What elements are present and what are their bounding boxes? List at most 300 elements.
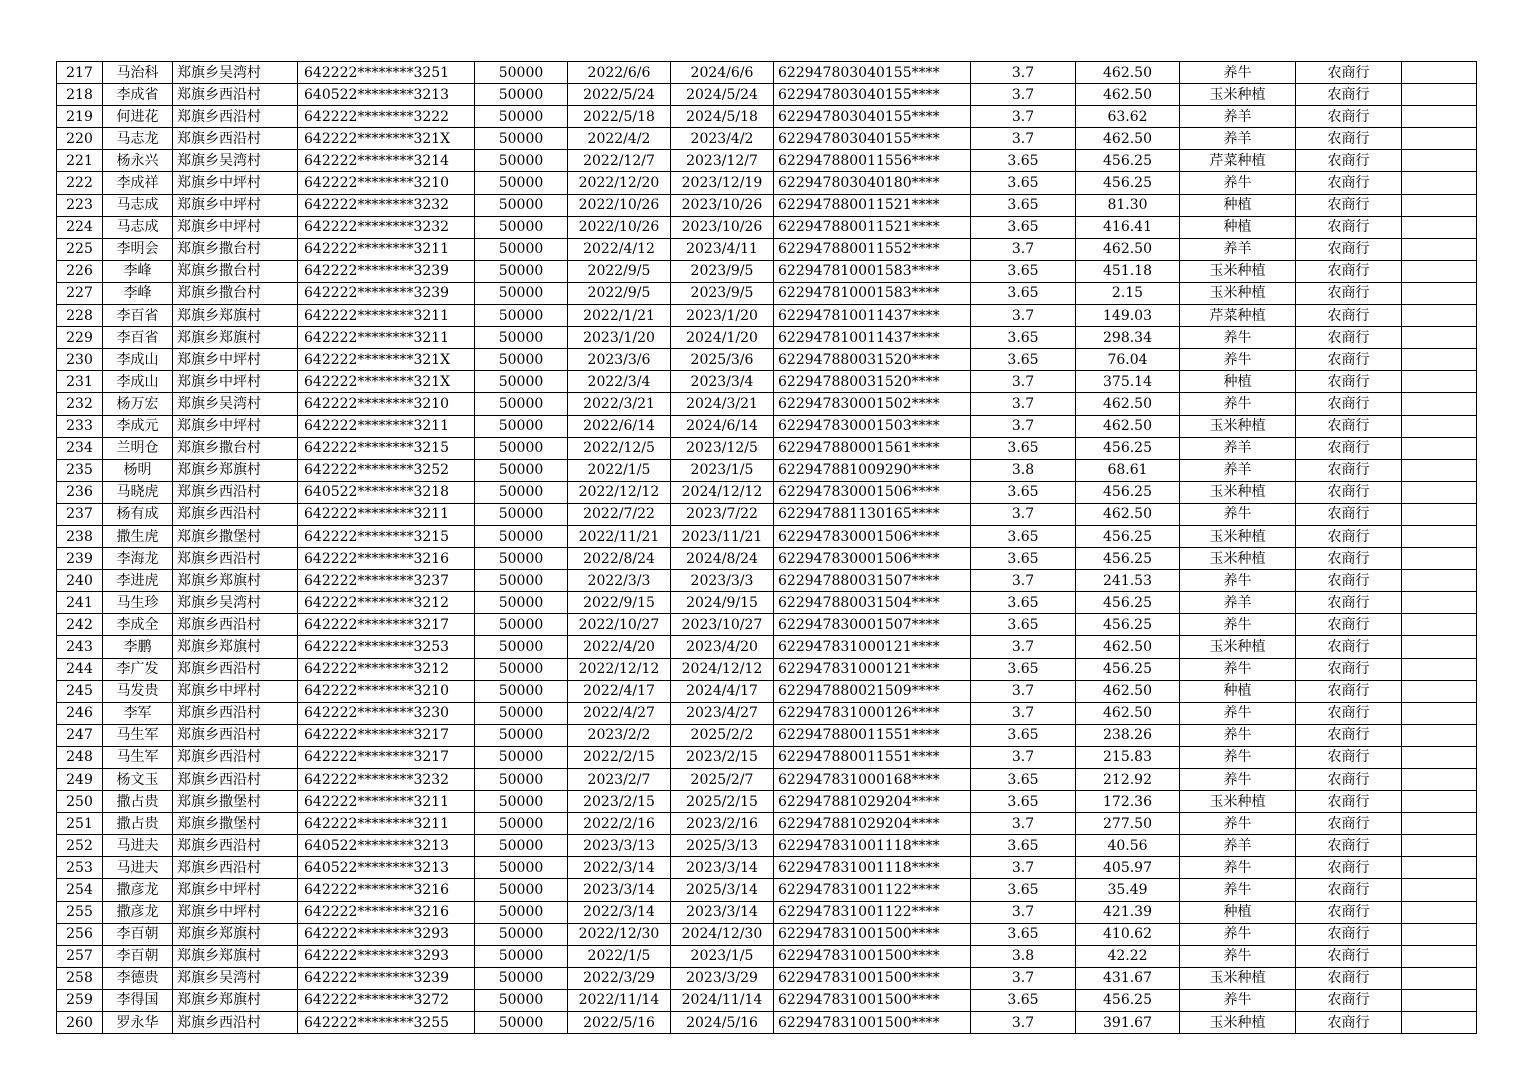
- account-number-cell: 622947831001500****: [774, 1012, 971, 1034]
- bank-cell: 农商行: [1296, 857, 1402, 879]
- interest-rate-cell: 3.7: [971, 503, 1076, 525]
- loan-purpose-cell: 养牛: [1180, 349, 1296, 371]
- id-number-cell: 642222********3293: [298, 923, 475, 945]
- id-number-cell: 642222********3210: [298, 172, 475, 194]
- borrower-name-cell: 李军: [103, 702, 173, 724]
- start-date-cell: 2022/12/20: [568, 172, 671, 194]
- row-number-cell: 246: [57, 702, 103, 724]
- interest-amount-cell: 42.22: [1076, 945, 1180, 967]
- table-row: [57, 548, 1477, 570]
- interest-amount-cell: 410.62: [1076, 923, 1180, 945]
- bank-cell: 农商行: [1296, 128, 1402, 150]
- remark-cell: [1402, 128, 1477, 150]
- borrower-name-cell: 李成元: [103, 415, 173, 437]
- bank-cell: 农商行: [1296, 592, 1402, 614]
- village-cell: 郑旗乡中坪村: [173, 415, 298, 437]
- borrower-name-cell: 马志成: [103, 216, 173, 238]
- bank-cell: 农商行: [1296, 503, 1402, 525]
- end-date-cell: 2023/9/5: [671, 282, 774, 304]
- start-date-cell: 2022/5/18: [568, 106, 671, 128]
- account-number-cell: 622947830001506****: [774, 481, 971, 503]
- remark-cell: [1402, 901, 1477, 923]
- loan-amount-cell: 50000: [475, 106, 568, 128]
- account-number-cell: 622947810001583****: [774, 282, 971, 304]
- village-cell: 郑旗乡中坪村: [173, 901, 298, 923]
- interest-rate-cell: 3.7: [971, 62, 1076, 84]
- start-date-cell: 2022/1/21: [568, 305, 671, 327]
- end-date-cell: 2023/12/7: [671, 150, 774, 172]
- bank-cell: 农商行: [1296, 481, 1402, 503]
- bank-cell: 农商行: [1296, 415, 1402, 437]
- id-number-cell: 642222********3211: [298, 305, 475, 327]
- interest-rate-cell: 3.65: [971, 592, 1076, 614]
- end-date-cell: 2024/6/14: [671, 415, 774, 437]
- interest-rate-cell: 3.65: [971, 724, 1076, 746]
- start-date-cell: 2023/3/6: [568, 349, 671, 371]
- interest-rate-cell: 3.65: [971, 769, 1076, 791]
- loan-purpose-cell: 养羊: [1180, 437, 1296, 459]
- start-date-cell: 2022/3/4: [568, 371, 671, 393]
- village-cell: 郑旗乡西沿村: [173, 128, 298, 150]
- row-number-cell: 255: [57, 901, 103, 923]
- remark-cell: [1402, 769, 1477, 791]
- account-number-cell: 622947881130165****: [774, 503, 971, 525]
- loan-purpose-cell: 养牛: [1180, 945, 1296, 967]
- bank-cell: 农商行: [1296, 879, 1402, 901]
- account-number-cell: 622947831000121****: [774, 658, 971, 680]
- row-number-cell: 227: [57, 282, 103, 304]
- remark-cell: [1402, 945, 1477, 967]
- borrower-name-cell: 李成山: [103, 371, 173, 393]
- row-number-cell: 228: [57, 305, 103, 327]
- start-date-cell: 2022/12/7: [568, 150, 671, 172]
- end-date-cell: 2024/12/12: [671, 481, 774, 503]
- interest-rate-cell: 3.65: [971, 216, 1076, 238]
- interest-rate-cell: 3.8: [971, 459, 1076, 481]
- account-number-cell: 622947880011521****: [774, 216, 971, 238]
- id-number-cell: 642222********3211: [298, 415, 475, 437]
- loan-amount-cell: 50000: [475, 989, 568, 1011]
- start-date-cell: 2022/12/5: [568, 437, 671, 459]
- id-number-cell: 640522********3218: [298, 481, 475, 503]
- end-date-cell: 2024/5/16: [671, 1012, 774, 1034]
- start-date-cell: 2023/2/15: [568, 791, 671, 813]
- remark-cell: [1402, 525, 1477, 547]
- table-row: [57, 636, 1477, 658]
- end-date-cell: 2024/12/12: [671, 658, 774, 680]
- table-row: [57, 967, 1477, 989]
- village-cell: 郑旗乡西沿村: [173, 835, 298, 857]
- end-date-cell: 2025/3/13: [671, 835, 774, 857]
- bank-cell: 农商行: [1296, 769, 1402, 791]
- id-number-cell: 642222********3215: [298, 525, 475, 547]
- village-cell: 郑旗乡西沿村: [173, 481, 298, 503]
- borrower-name-cell: 李百朝: [103, 923, 173, 945]
- borrower-name-cell: 李德贵: [103, 967, 173, 989]
- bank-cell: 农商行: [1296, 570, 1402, 592]
- borrower-name-cell: 李百省: [103, 305, 173, 327]
- end-date-cell: 2023/3/4: [671, 371, 774, 393]
- village-cell: 郑旗乡撒台村: [173, 282, 298, 304]
- interest-rate-cell: 3.65: [971, 923, 1076, 945]
- account-number-cell: 622947880021509****: [774, 680, 971, 702]
- row-number-cell: 256: [57, 923, 103, 945]
- bank-cell: 农商行: [1296, 62, 1402, 84]
- account-number-cell: 622947810011437****: [774, 305, 971, 327]
- account-number-cell: 622947830001506****: [774, 525, 971, 547]
- id-number-cell: 642222********3216: [298, 901, 475, 923]
- remark-cell: [1402, 835, 1477, 857]
- row-number-cell: 218: [57, 84, 103, 106]
- interest-rate-cell: 3.65: [971, 260, 1076, 282]
- start-date-cell: 2023/2/7: [568, 769, 671, 791]
- interest-rate-cell: 3.65: [971, 150, 1076, 172]
- interest-rate-cell: 3.7: [971, 746, 1076, 768]
- id-number-cell: 642222********3239: [298, 967, 475, 989]
- interest-amount-cell: 456.25: [1076, 592, 1180, 614]
- table-row: [57, 172, 1477, 194]
- table-row: [57, 923, 1477, 945]
- id-number-cell: 642222********321X: [298, 349, 475, 371]
- interest-amount-cell: 456.25: [1076, 614, 1180, 636]
- table-row: [57, 879, 1477, 901]
- village-cell: 郑旗乡中坪村: [173, 680, 298, 702]
- interest-amount-cell: 277.50: [1076, 813, 1180, 835]
- loan-purpose-cell: 玉米种植: [1180, 260, 1296, 282]
- table-row: [57, 702, 1477, 724]
- remark-cell: [1402, 349, 1477, 371]
- borrower-name-cell: 撒彦龙: [103, 901, 173, 923]
- row-number-cell: 220: [57, 128, 103, 150]
- end-date-cell: 2023/3/29: [671, 967, 774, 989]
- borrower-name-cell: 马生珍: [103, 592, 173, 614]
- bank-cell: 农商行: [1296, 989, 1402, 1011]
- loan-amount-cell: 50000: [475, 216, 568, 238]
- bank-cell: 农商行: [1296, 238, 1402, 260]
- borrower-name-cell: 李峰: [103, 282, 173, 304]
- row-number-cell: 242: [57, 614, 103, 636]
- table-row: [57, 503, 1477, 525]
- remark-cell: [1402, 371, 1477, 393]
- loan-purpose-cell: 养羊: [1180, 128, 1296, 150]
- interest-rate-cell: 3.7: [971, 636, 1076, 658]
- end-date-cell: 2024/9/15: [671, 592, 774, 614]
- interest-rate-cell: 3.65: [971, 194, 1076, 216]
- account-number-cell: 622947830001503****: [774, 415, 971, 437]
- borrower-name-cell: 李鹏: [103, 636, 173, 658]
- village-cell: 郑旗乡撒台村: [173, 437, 298, 459]
- village-cell: 郑旗乡西沿村: [173, 658, 298, 680]
- interest-amount-cell: 215.83: [1076, 746, 1180, 768]
- end-date-cell: 2024/6/6: [671, 62, 774, 84]
- remark-cell: [1402, 459, 1477, 481]
- loan-amount-cell: 50000: [475, 172, 568, 194]
- id-number-cell: 642222********3215: [298, 437, 475, 459]
- interest-amount-cell: 456.25: [1076, 481, 1180, 503]
- end-date-cell: 2023/10/27: [671, 614, 774, 636]
- borrower-name-cell: 杨文玉: [103, 769, 173, 791]
- account-number-cell: 622947810001583****: [774, 260, 971, 282]
- remark-cell: [1402, 548, 1477, 570]
- bank-cell: 农商行: [1296, 194, 1402, 216]
- end-date-cell: 2023/9/5: [671, 260, 774, 282]
- account-number-cell: 622947880011521****: [774, 194, 971, 216]
- start-date-cell: 2023/3/13: [568, 835, 671, 857]
- interest-rate-cell: 3.65: [971, 989, 1076, 1011]
- borrower-name-cell: 马进夫: [103, 857, 173, 879]
- table-row: [57, 658, 1477, 680]
- loan-amount-cell: 50000: [475, 967, 568, 989]
- loan-purpose-cell: 玉米种植: [1180, 84, 1296, 106]
- loan-amount-cell: 50000: [475, 592, 568, 614]
- account-number-cell: 622947831001122****: [774, 879, 971, 901]
- bank-cell: 农商行: [1296, 260, 1402, 282]
- table-row: [57, 945, 1477, 967]
- account-number-cell: 622947881029204****: [774, 813, 971, 835]
- start-date-cell: 2022/3/14: [568, 857, 671, 879]
- village-cell: 郑旗乡西沿村: [173, 702, 298, 724]
- row-number-cell: 233: [57, 415, 103, 437]
- bank-cell: 农商行: [1296, 371, 1402, 393]
- account-number-cell: 622947831001500****: [774, 923, 971, 945]
- start-date-cell: 2022/4/17: [568, 680, 671, 702]
- borrower-name-cell: 兰明仓: [103, 437, 173, 459]
- end-date-cell: 2024/4/17: [671, 680, 774, 702]
- bank-cell: 农商行: [1296, 349, 1402, 371]
- account-number-cell: 622947831001118****: [774, 857, 971, 879]
- village-cell: 郑旗乡吴湾村: [173, 150, 298, 172]
- bank-cell: 农商行: [1296, 923, 1402, 945]
- interest-rate-cell: 3.7: [971, 1012, 1076, 1034]
- account-number-cell: 622947880011551****: [774, 724, 971, 746]
- account-number-cell: 622947831001500****: [774, 967, 971, 989]
- remark-cell: [1402, 724, 1477, 746]
- remark-cell: [1402, 437, 1477, 459]
- village-cell: 郑旗乡吴湾村: [173, 62, 298, 84]
- loan-purpose-cell: 种植: [1180, 680, 1296, 702]
- interest-rate-cell: 3.65: [971, 614, 1076, 636]
- start-date-cell: 2022/11/21: [568, 525, 671, 547]
- row-number-cell: 240: [57, 570, 103, 592]
- borrower-name-cell: 马进夫: [103, 835, 173, 857]
- bank-cell: 农商行: [1296, 835, 1402, 857]
- borrower-name-cell: 撒生虎: [103, 525, 173, 547]
- loan-purpose-cell: 养牛: [1180, 746, 1296, 768]
- remark-cell: [1402, 614, 1477, 636]
- interest-amount-cell: 2.15: [1076, 282, 1180, 304]
- interest-rate-cell: 3.7: [971, 813, 1076, 835]
- village-cell: 郑旗乡西沿村: [173, 614, 298, 636]
- remark-cell: [1402, 636, 1477, 658]
- interest-amount-cell: 421.39: [1076, 901, 1180, 923]
- start-date-cell: 2022/11/14: [568, 989, 671, 1011]
- interest-rate-cell: 3.65: [971, 437, 1076, 459]
- village-cell: 郑旗乡吴湾村: [173, 592, 298, 614]
- borrower-name-cell: 李成全: [103, 614, 173, 636]
- account-number-cell: 622947880011551****: [774, 746, 971, 768]
- village-cell: 郑旗乡郑旗村: [173, 570, 298, 592]
- bank-cell: 农商行: [1296, 967, 1402, 989]
- table-row: [57, 459, 1477, 481]
- loan-purpose-cell: 养牛: [1180, 172, 1296, 194]
- table-row: [57, 62, 1477, 84]
- remark-cell: [1402, 746, 1477, 768]
- loan-amount-cell: 50000: [475, 835, 568, 857]
- village-cell: 郑旗乡中坪村: [173, 371, 298, 393]
- row-number-cell: 250: [57, 791, 103, 813]
- loan-purpose-cell: 玉米种植: [1180, 525, 1296, 547]
- bank-cell: 农商行: [1296, 636, 1402, 658]
- end-date-cell: 2023/10/26: [671, 216, 774, 238]
- id-number-cell: 642222********3212: [298, 658, 475, 680]
- village-cell: 郑旗乡西沿村: [173, 84, 298, 106]
- start-date-cell: 2022/2/15: [568, 746, 671, 768]
- interest-amount-cell: 456.25: [1076, 437, 1180, 459]
- interest-amount-cell: 40.56: [1076, 835, 1180, 857]
- interest-amount-cell: 298.34: [1076, 327, 1180, 349]
- bank-cell: 农商行: [1296, 150, 1402, 172]
- row-number-cell: 231: [57, 371, 103, 393]
- interest-rate-cell: 3.65: [971, 525, 1076, 547]
- row-number-cell: 258: [57, 967, 103, 989]
- interest-rate-cell: 3.7: [971, 857, 1076, 879]
- borrower-name-cell: 李峰: [103, 260, 173, 282]
- loan-amount-cell: 50000: [475, 570, 568, 592]
- account-number-cell: 622947880031520****: [774, 349, 971, 371]
- account-number-cell: 622947830001506****: [774, 548, 971, 570]
- loan-purpose-cell: 养牛: [1180, 327, 1296, 349]
- loan-purpose-cell: 养羊: [1180, 238, 1296, 260]
- account-number-cell: 622947831000126****: [774, 702, 971, 724]
- account-number-cell: 622947881029204****: [774, 791, 971, 813]
- remark-cell: [1402, 791, 1477, 813]
- end-date-cell: 2023/4/27: [671, 702, 774, 724]
- id-number-cell: 642222********3232: [298, 769, 475, 791]
- row-number-cell: 226: [57, 260, 103, 282]
- account-number-cell: 622947880031507****: [774, 570, 971, 592]
- interest-amount-cell: 391.67: [1076, 1012, 1180, 1034]
- interest-amount-cell: 462.50: [1076, 393, 1180, 415]
- account-number-cell: 622947803040155****: [774, 84, 971, 106]
- interest-rate-cell: 3.7: [971, 371, 1076, 393]
- account-number-cell: 622947830001502****: [774, 393, 971, 415]
- loan-purpose-cell: 养牛: [1180, 769, 1296, 791]
- bank-cell: 农商行: [1296, 106, 1402, 128]
- village-cell: 郑旗乡西沿村: [173, 548, 298, 570]
- end-date-cell: 2023/10/26: [671, 194, 774, 216]
- borrower-name-cell: 何进花: [103, 106, 173, 128]
- loan-amount-cell: 50000: [475, 857, 568, 879]
- row-number-cell: 237: [57, 503, 103, 525]
- borrower-name-cell: 杨永兴: [103, 150, 173, 172]
- id-number-cell: 642222********3253: [298, 636, 475, 658]
- end-date-cell: 2024/5/18: [671, 106, 774, 128]
- interest-rate-cell: 3.7: [971, 702, 1076, 724]
- row-number-cell: 238: [57, 525, 103, 547]
- table-row: [57, 393, 1477, 415]
- interest-amount-cell: 238.26: [1076, 724, 1180, 746]
- loan-amount-cell: 50000: [475, 901, 568, 923]
- interest-amount-cell: 462.50: [1076, 128, 1180, 150]
- village-cell: 郑旗乡撒堡村: [173, 791, 298, 813]
- remark-cell: [1402, 238, 1477, 260]
- id-number-cell: 640522********3213: [298, 857, 475, 879]
- interest-rate-cell: 3.65: [971, 282, 1076, 304]
- remark-cell: [1402, 813, 1477, 835]
- row-number-cell: 252: [57, 835, 103, 857]
- bank-cell: 农商行: [1296, 282, 1402, 304]
- row-number-cell: 248: [57, 746, 103, 768]
- start-date-cell: 2022/10/26: [568, 216, 671, 238]
- table-row: [57, 305, 1477, 327]
- remark-cell: [1402, 194, 1477, 216]
- loan-amount-cell: 50000: [475, 746, 568, 768]
- interest-rate-cell: 3.65: [971, 835, 1076, 857]
- borrower-name-cell: 李广发: [103, 658, 173, 680]
- loan-amount-cell: 50000: [475, 702, 568, 724]
- table-row: [57, 901, 1477, 923]
- loan-amount-cell: 50000: [475, 415, 568, 437]
- interest-rate-cell: 3.7: [971, 393, 1076, 415]
- remark-cell: [1402, 106, 1477, 128]
- remark-cell: [1402, 216, 1477, 238]
- id-number-cell: 642222********3251: [298, 62, 475, 84]
- id-number-cell: 642222********3217: [298, 746, 475, 768]
- remark-cell: [1402, 62, 1477, 84]
- interest-rate-cell: 3.65: [971, 349, 1076, 371]
- end-date-cell: 2023/11/21: [671, 525, 774, 547]
- id-number-cell: 642222********3211: [298, 791, 475, 813]
- row-number-cell: 232: [57, 393, 103, 415]
- row-number-cell: 251: [57, 813, 103, 835]
- end-date-cell: 2023/3/14: [671, 857, 774, 879]
- interest-amount-cell: 35.49: [1076, 879, 1180, 901]
- table-row: [57, 835, 1477, 857]
- village-cell: 郑旗乡撒台村: [173, 260, 298, 282]
- bank-cell: 农商行: [1296, 680, 1402, 702]
- loan-purpose-cell: 养牛: [1180, 393, 1296, 415]
- loan-purpose-cell: 养牛: [1180, 702, 1296, 724]
- interest-amount-cell: 431.67: [1076, 967, 1180, 989]
- interest-amount-cell: 462.50: [1076, 702, 1180, 724]
- loan-amount-cell: 50000: [475, 658, 568, 680]
- table-row: [57, 857, 1477, 879]
- village-cell: 郑旗乡郑旗村: [173, 305, 298, 327]
- village-cell: 郑旗乡吴湾村: [173, 393, 298, 415]
- loan-amount-cell: 50000: [475, 437, 568, 459]
- loan-amount-cell: 50000: [475, 459, 568, 481]
- row-number-cell: 235: [57, 459, 103, 481]
- loan-amount-cell: 50000: [475, 128, 568, 150]
- remark-cell: [1402, 923, 1477, 945]
- interest-rate-cell: 3.65: [971, 327, 1076, 349]
- interest-amount-cell: 212.92: [1076, 769, 1180, 791]
- row-number-cell: 243: [57, 636, 103, 658]
- interest-rate-cell: 3.7: [971, 128, 1076, 150]
- loan-purpose-cell: 玉米种植: [1180, 282, 1296, 304]
- loan-purpose-cell: 种植: [1180, 371, 1296, 393]
- id-number-cell: 642222********3211: [298, 327, 475, 349]
- bank-cell: 农商行: [1296, 84, 1402, 106]
- interest-amount-cell: 451.18: [1076, 260, 1180, 282]
- loan-purpose-cell: 玉米种植: [1180, 967, 1296, 989]
- bank-cell: 农商行: [1296, 791, 1402, 813]
- table-row: [57, 282, 1477, 304]
- account-number-cell: 622947881009290****: [774, 459, 971, 481]
- table-row: [57, 371, 1477, 393]
- loan-purpose-cell: 养牛: [1180, 570, 1296, 592]
- account-number-cell: 622947831001118****: [774, 835, 971, 857]
